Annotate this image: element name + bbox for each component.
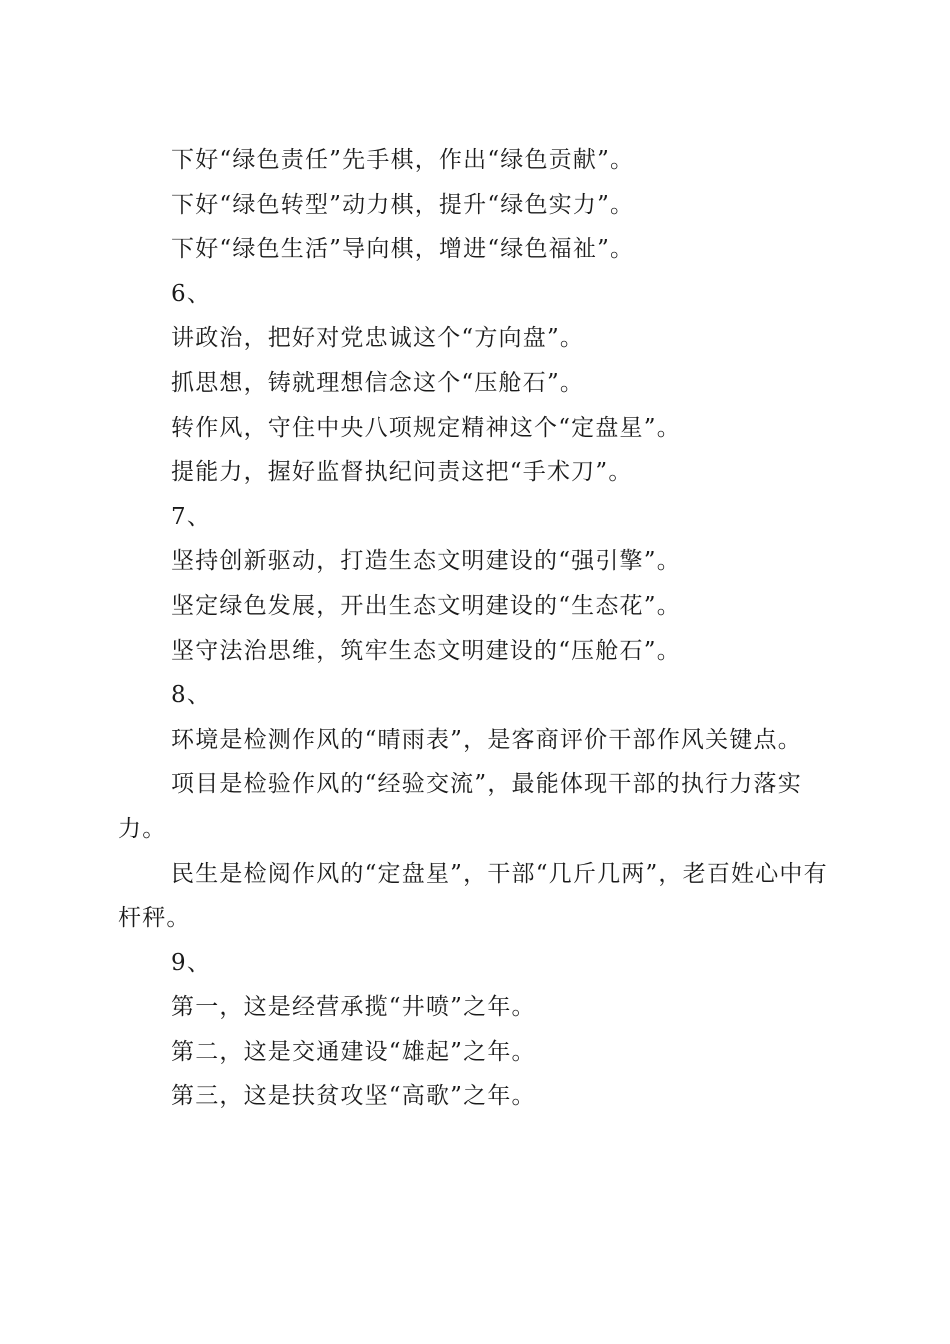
- paragraph: 下好“绿色生活”导向棋，增进“绿色福祉”。: [171, 236, 635, 263]
- paragraph: 抓思想，铸就理想信念这个“压舱石”。: [171, 369, 585, 396]
- section-number: 6、: [171, 280, 212, 307]
- document-body: [118, 138, 830, 1119]
- paragraph: 坚定绿色发展，开出生态文明建设的“生态花”。: [171, 592, 681, 619]
- section-number: 9、: [171, 949, 212, 976]
- paragraph: 坚守法治思维，筑牢生态文明建设的“压舱石”。: [171, 637, 681, 664]
- paragraph: 环境是检测作风的“晴雨表”，是客商评价干部作风关键点。: [171, 726, 802, 753]
- paragraph: 第一，这是经营承揽“井喷”之年。: [171, 994, 536, 1021]
- paragraph: 讲政治，把好对党忠诚这个“方向盘”。: [171, 325, 585, 352]
- paragraph: 项目是检验作风的“经验交流”，最能体现干部的执行力落实力。: [118, 771, 802, 842]
- paragraph: 民生是检阅作风的“定盘星”，干部“几斤几两”，老百姓心中有杆秤。: [118, 860, 828, 932]
- paragraph: 坚持创新驱动，打造生态文明建设的“强引擎”。: [171, 548, 681, 575]
- section-number: 8、: [171, 682, 212, 709]
- paragraph: 提能力，握好监督执纪问责这把“手术刀”。: [171, 459, 633, 486]
- paragraph: 下好“绿色责任”先手棋，作出“绿色贡献”。: [171, 147, 635, 173]
- section-number: 7、: [171, 503, 212, 530]
- paragraph: 转作风，守住中央八项规定精神这个“定盘星”。: [171, 414, 681, 441]
- paragraph: 第三，这是扶贫攻坚“高歌”之年。: [171, 1083, 536, 1110]
- paragraph: 第二，这是交通建设“雄起”之年。: [171, 1038, 536, 1065]
- paragraph: 下好“绿色转型”动力棋，提升“绿色实力”。: [171, 191, 635, 218]
